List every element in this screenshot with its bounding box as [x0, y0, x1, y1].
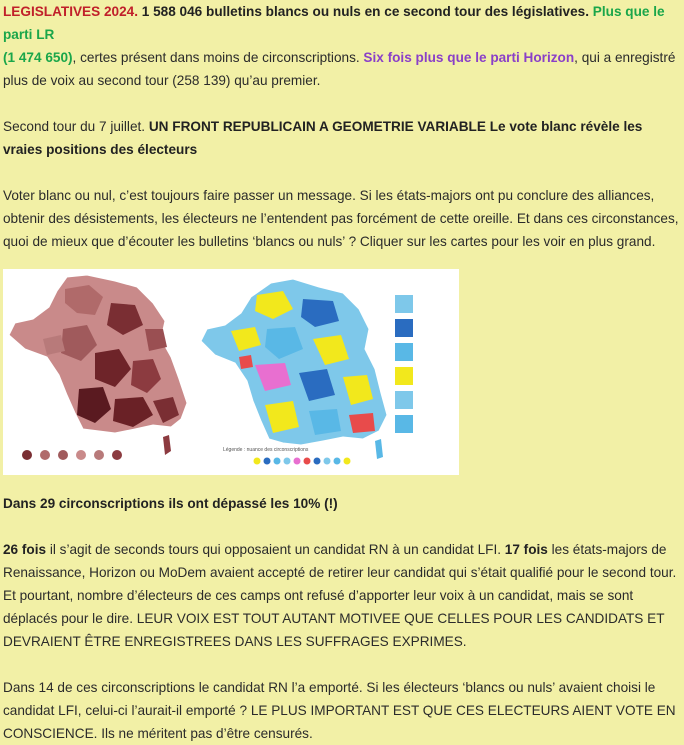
paragraph-14-circonscriptions: Dans 14 de ces circonscriptions le candidat RN l’a emporté. Si les électeurs ‘blancs ou nuls’ avaient choisi le candidat LFI, celui-ci l’aurait-il emporté ? LE PLUS IMPORTANT EST QUE CES ELECTEURS AIENT VOTE EN CONSCIENCE. Ils ne méritent pas d’être censurés.	[3, 680, 676, 741]
intro-lead: 1 588 046 bulletins blancs ou nuls en ce second tour des législatives.	[137, 4, 590, 19]
right-map-insets	[395, 295, 413, 433]
intro-label: LEGISLATIVES 2024.	[3, 4, 138, 19]
left-map-france	[9, 275, 187, 455]
horizon-comparison: Six fois plus que le parti Horizon	[359, 50, 575, 65]
intro-text-2: , qui a enregistré plus de voix au second tour (258 139) qu’au premier.	[3, 50, 676, 88]
intro-text-1: , certes présent dans moins de circonscriptions.	[72, 50, 360, 65]
paragraph-26-fois: 26 fois il s’agit de seconds tours qui opposaient un candidat RN à un candidat LFI. 17 fois les états-majors de Renaissance, Horizon ou MoDem avaient accepté de retirer leur candidat qui s’était qualifié pour le second tour. Et pourtant, nombre d’électeurs de ces camps ont refusé d’apporter leur voix à un candidat, mais se sont déplacés pour le dire. LEUR VOIX EST TOUT AUTANT MOTIVEE QUE CELLES POUR LES CANDIDATS ET DEVRAIENT ÊTRE ENREGISTREES DANS LES SUFFRAGES EXPRIMES.	[3, 542, 677, 649]
lr-comparison: Plus que le parti LR	[3, 4, 665, 42]
intro-paragraph	[3, 0, 681, 92]
section-title: UN FRONT REPUBLICAIN A GEOMETRIE VARIABLE Le vote blanc révèle les vraies positions des électeurs	[3, 119, 643, 157]
count-26: 26 fois	[3, 542, 47, 557]
right-map-france	[201, 279, 387, 459]
right-map-legend	[223, 447, 351, 465]
section-prefix: Second tour du 7 juillet.	[3, 119, 146, 134]
lr-count: (1 474 650)	[3, 50, 73, 65]
maps-figure[interactable]	[3, 269, 459, 475]
section-heading	[3, 115, 681, 161]
count-17: 17 fois	[504, 542, 548, 557]
heading-29-circonscriptions: Dans 29 circonscriptions ils ont dépassé les 10% (!)	[3, 496, 338, 511]
maps-image[interactable]	[3, 269, 459, 475]
left-map-insets	[22, 450, 122, 460]
legend-caption: Légende : nuance des circonscriptions	[223, 447, 309, 453]
paragraph-voter-blanc: Voter blanc ou nul, c’est toujours faire passer un message. Si les états-majors ont pu conclure des alliances, obtenir des désistements, les électeurs ne l’entendent pas forcément de cette oreille. Et dans ces circonstances, quoi de mieux que d’écouter les bulletins ‘blancs ou nuls’ ? Cliquer sur les cartes pour les voir en plus grand.	[3, 188, 679, 249]
